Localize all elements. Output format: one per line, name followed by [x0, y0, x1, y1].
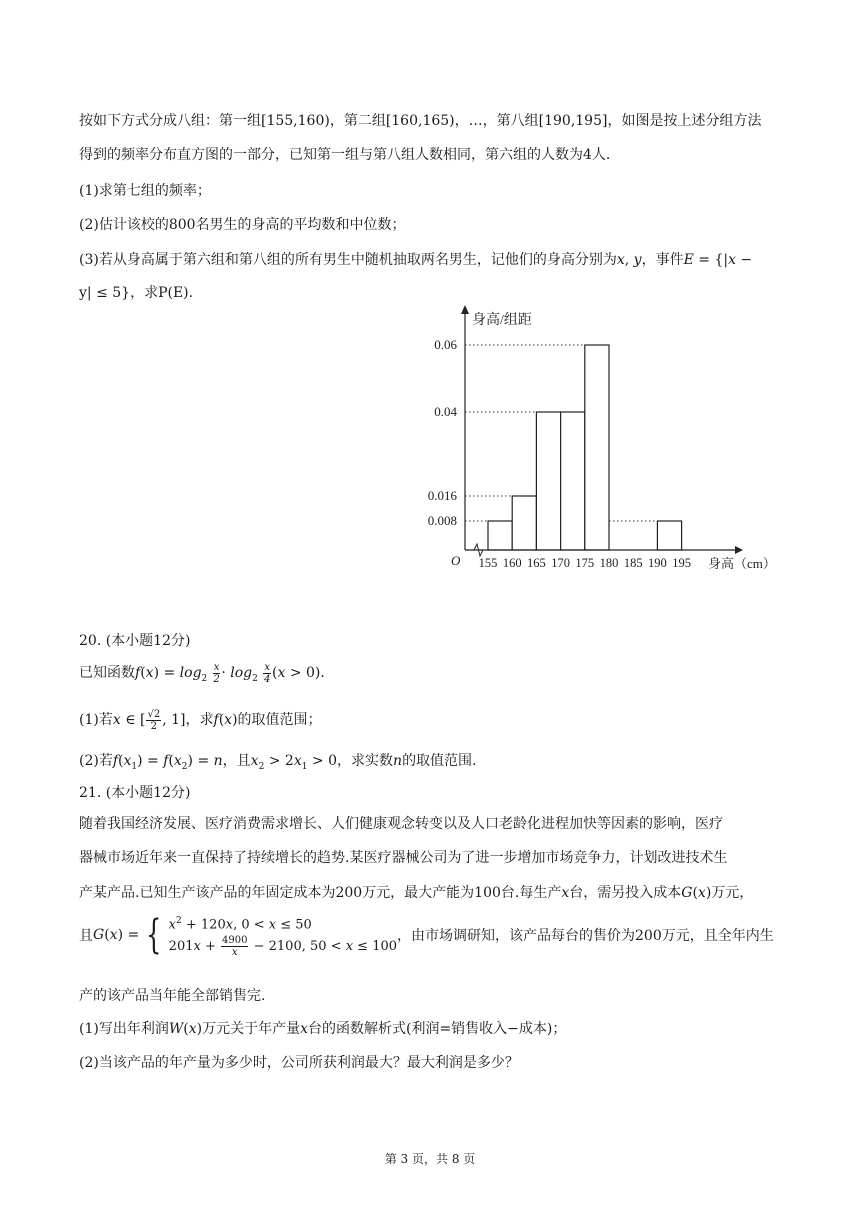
q19-text-line2: 得到的频率分布直方图的一部分，已知第一组与第八组人数相同，第六组的人数为4人. [79, 147, 611, 163]
x-tick-label: 175 [575, 556, 595, 570]
y-tick-label: 0.016 [427, 488, 457, 503]
x-tick-label: 190 [648, 556, 667, 570]
x-tick-label: 185 [623, 556, 643, 570]
y-tick-label: 0.008 [427, 513, 457, 528]
histogram-bar [488, 521, 512, 550]
q20-title: 20. (本小题12分) [79, 633, 191, 649]
histogram-bar [561, 412, 585, 550]
y-tick-label: 0.06 [434, 337, 457, 352]
q20-function: 已知函数$f(x) = \log_2$ $\frac{x}{2}$ · $\log_2$ $\frac{x}{4}$ (x > 0). [79, 661, 325, 685]
histogram-bar [657, 521, 681, 550]
q19-part3: (3)若从身高属于第六组和第八组的所有男生中随机抽取两名男生，记他们的身高分别为x, y，事件E = {|x − [79, 252, 753, 268]
histogram-bar [512, 496, 536, 550]
y-axis-label: 身高/组距 [472, 313, 532, 328]
x-axis-label: 身高（cm） [708, 556, 776, 571]
q21-part1: (1)写出年利润W(x)万元关于年产量x台的函数解析式(利润=销售收入−成本)； [79, 1021, 567, 1037]
q21-title: 21. (本小题12分) [79, 785, 191, 801]
q19-part1: (1)求第七组的频率； [79, 183, 211, 199]
y-tick-label: 0.04 [434, 404, 457, 419]
q21-piecewise-cost: 且 G ( x ) = { $x^2 + 120x$, 0 < x ≤ 50 201x + $\frac{4900}{x}$ − 2100, 50 < x ≤ 100 ，由市场调研知，该产品每台的售价为200万元，且全年内生 [79, 911, 774, 959]
origin-label: O [451, 553, 461, 568]
q19-part3-cont: y| ≤ 5}，求P(E). [79, 285, 194, 301]
q19-text-line1: 按如下方式分成八组：第一组[155,160)，第二组[160,165)，…，第八组[190,195]，如图是按上述分组方法 [79, 113, 762, 129]
page-footer: 第 3 页，共 8 页 [384, 1152, 476, 1166]
x-tick-label: 165 [527, 556, 546, 570]
histogram-bar [585, 345, 609, 550]
q21-part2: (2)当该产品的年产量为多少时，公司所获利润最大？最大利润是多少？ [79, 1055, 519, 1071]
q20-part1: (1)若x ∈ [ $\frac{√2}{2}$ , 1]，求f(x)的取值范围； [79, 708, 322, 732]
height-frequency-histogram [410, 300, 790, 580]
x-tick-label: 170 [551, 556, 570, 570]
q21-text-line2: 器械市场近年来一直保持了持续增长的趋势.某医疗器械公司为了进一步增加市场竞争力，计划改进技术生 [79, 850, 728, 866]
x-tick-label: 160 [502, 556, 522, 570]
q21-text-line1: 随着我国经济发展、医疗消费需求增长、人们健康观念转变以及人口老龄化进程加快等因素的影响，医疗 [79, 816, 723, 832]
q19-part2: (2)估计该校的800名男生的身高的平均数和中位数； [79, 217, 406, 233]
histogram-bar [536, 412, 560, 550]
x-tick-label: 180 [599, 556, 619, 570]
q21-text-line3: 产某产品.已知生产该产品的年固定成本为200万元，最大产能为100台.每生产x台，需另投入成本G(x)万元， [79, 885, 754, 901]
x-tick-label: 155 [478, 556, 498, 570]
q20-part2: (2)若$f(x_1) = f(x_2) = n$，且$x_2 > 2x_1 > 0$，求实数n的取值范围. [79, 753, 477, 772]
x-tick-label: 195 [672, 556, 691, 570]
q21-text-line5: 产的该产品当年能全部销售完. [79, 988, 266, 1004]
